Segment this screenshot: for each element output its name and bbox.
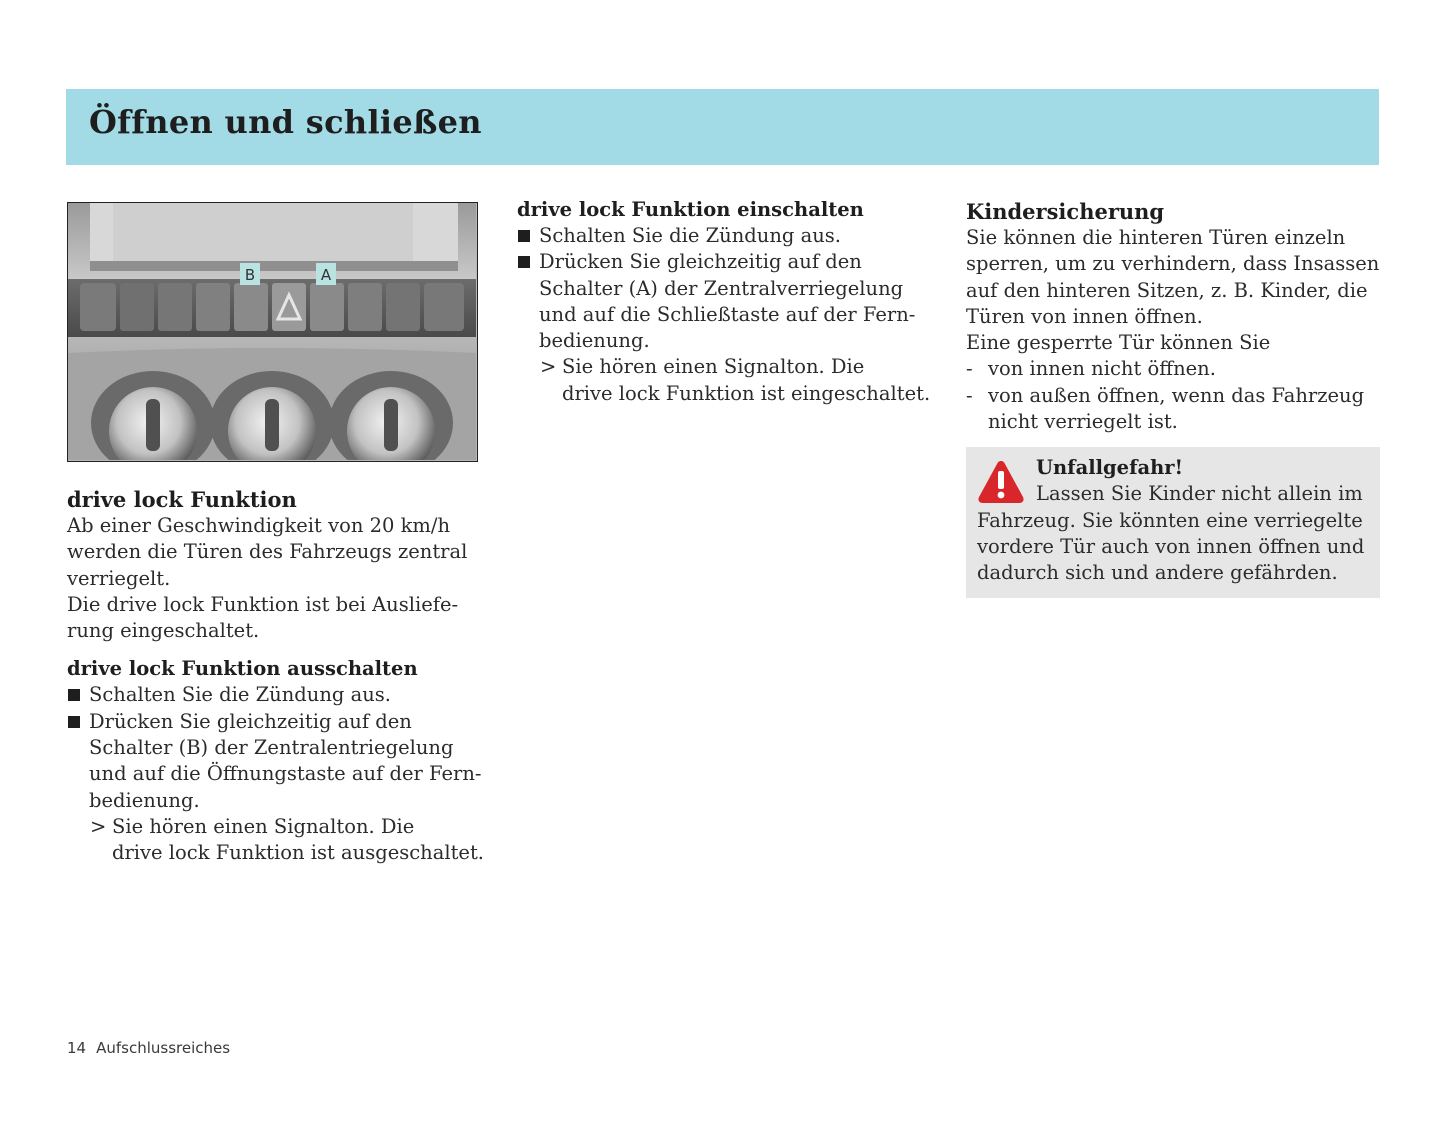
result-marker: > bbox=[90, 814, 107, 838]
warning-line: Lassen Sie Kinder nicht allein im bbox=[1036, 482, 1363, 506]
warning-line: vordere Tür auch von innen öffnen und bbox=[977, 534, 1365, 558]
section-heading-on: drive lock Funktion einschalten bbox=[517, 198, 864, 221]
step-text: Schalten Sie die Zündung aus. bbox=[539, 224, 841, 247]
step-item bbox=[517, 223, 947, 249]
result-item bbox=[67, 814, 497, 867]
list-item-text: von außen öffnen, wenn das Fahrzeug bbox=[988, 383, 1365, 407]
paragraph-line: Die drive lock Funktion ist bei Ausliefe- bbox=[67, 592, 459, 616]
bullet-square-icon bbox=[68, 716, 80, 728]
warning-title: Unfallgefahr! bbox=[1036, 456, 1184, 479]
step-text: Drücken Sie gleichzeitig auf den bbox=[539, 250, 862, 274]
label-a: A bbox=[320, 266, 332, 284]
warning-line: dadurch sich und andere gefährden. bbox=[977, 561, 1338, 585]
page-footer bbox=[67, 1039, 230, 1057]
bullet-square-icon bbox=[518, 256, 530, 268]
page-title: Öffnen und schließen bbox=[89, 103, 482, 141]
list-item bbox=[966, 356, 1380, 382]
footer-section-name: Aufschlussreiches bbox=[96, 1039, 231, 1057]
step-text: Schalten Sie die Zündung aus. bbox=[89, 683, 391, 707]
step-item bbox=[67, 709, 497, 814]
paragraph-line: verriegelt. bbox=[67, 566, 171, 590]
paragraph-line: sperren, um zu verhindern, dass Insassen bbox=[966, 252, 1380, 276]
switch-a bbox=[310, 283, 344, 331]
step-text: bedienung. bbox=[89, 788, 200, 812]
paragraph-line: Ab einer Geschwindigkeit von 20 km/h bbox=[67, 514, 451, 537]
step-text: und auf die Schließtaste auf der Fern- bbox=[539, 302, 916, 326]
hazard-switch bbox=[272, 283, 306, 331]
paragraph-line: Eine gesperrte Tür können Sie bbox=[966, 331, 1271, 355]
step-text: Schalter (A) der Zentralverriegelung bbox=[539, 276, 904, 300]
page-number: 14 bbox=[67, 1039, 87, 1057]
column-middle bbox=[517, 197, 947, 407]
dashboard-photo bbox=[67, 202, 478, 462]
dash-marker: - bbox=[966, 357, 973, 381]
section-heading-off: drive lock Funktion ausschalten bbox=[67, 657, 418, 681]
section-heading-child-lock: Kindersicherung bbox=[966, 199, 1165, 224]
switch bbox=[158, 283, 192, 331]
paragraph-line: Sie können die hinteren Türen einzeln bbox=[966, 226, 1346, 249]
bullet-square-icon bbox=[68, 689, 80, 701]
switch bbox=[120, 283, 154, 331]
list-item bbox=[966, 383, 1380, 436]
result-text: drive lock Funktion ist eingeschaltet. bbox=[562, 381, 931, 405]
warning-line: Fahrzeug. Sie könnten eine verriegelte bbox=[977, 508, 1363, 532]
paragraph-line: werden die Türen des Fahrzeugs zentral bbox=[67, 540, 468, 564]
result-item bbox=[517, 354, 947, 407]
switch bbox=[386, 283, 420, 331]
column-right bbox=[966, 199, 1380, 435]
column-left bbox=[67, 487, 497, 867]
result-text: Sie hören einen Signalton. Die bbox=[112, 814, 415, 838]
result-marker: > bbox=[540, 355, 557, 379]
warning-box bbox=[966, 447, 1380, 598]
bullet-square-icon bbox=[518, 230, 530, 242]
switch bbox=[348, 283, 382, 331]
step-text: Schalter (B) der Zentralentriegelung bbox=[89, 736, 454, 760]
list-item-text: nicht verriegelt ist. bbox=[988, 410, 1178, 434]
warning-text bbox=[977, 481, 1370, 586]
result-text: Sie hören einen Signalton. Die bbox=[562, 355, 865, 379]
switch bbox=[80, 283, 116, 331]
step-text: bedienung. bbox=[539, 329, 650, 353]
paragraph-line: rung eingeschaltet. bbox=[67, 619, 260, 643]
switch bbox=[196, 283, 230, 331]
dash-marker: - bbox=[966, 383, 973, 407]
warning-triangle-icon bbox=[977, 459, 1025, 505]
section-heading-drive-lock: drive lock Funktion bbox=[67, 487, 297, 512]
paragraph-line: auf den hinteren Sitzen, z. B. Kinder, die bbox=[966, 278, 1368, 302]
switch-b bbox=[234, 283, 268, 331]
step-text: Drücken Sie gleichzeitig auf den bbox=[89, 709, 412, 733]
step-text: und auf die Öffnungstaste auf der Fern- bbox=[89, 762, 482, 786]
page-header bbox=[66, 89, 1379, 165]
dashboard-illustration bbox=[68, 203, 476, 460]
list-item-text: von innen nicht öffnen. bbox=[988, 357, 1216, 381]
paragraph-line: Türen von innen öffnen. bbox=[966, 304, 1203, 328]
step-item bbox=[517, 249, 947, 354]
step-item bbox=[67, 682, 497, 708]
label-b: B bbox=[244, 266, 256, 284]
switch bbox=[424, 283, 464, 331]
result-text: drive lock Funktion ist ausgeschaltet. bbox=[112, 841, 484, 865]
